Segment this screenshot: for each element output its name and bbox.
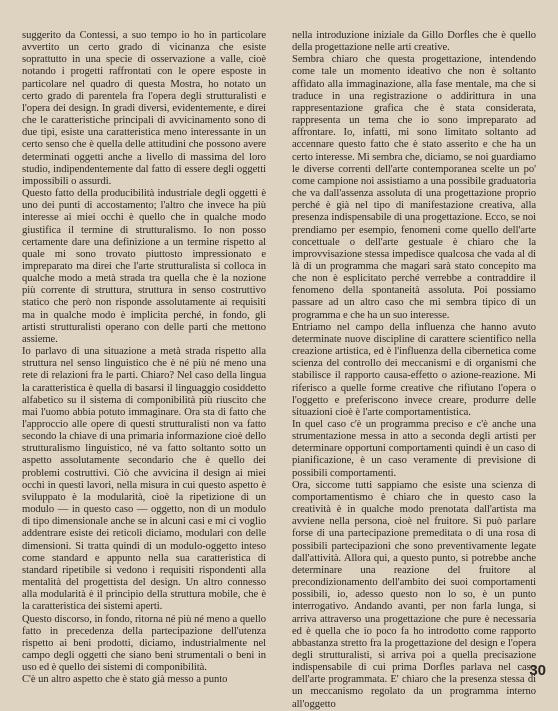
paragraph: In quel caso c'è un programma preciso e c'è anche una strumentazione messa in atto a seconda degli artisti per determinare opportuni comportamenti quindi è un caso di pianificazione, è un caso veramente di previsione di possibili comportamenti. bbox=[292, 419, 536, 479]
paragraph: Ora, siccome tutti sappiamo che esiste una scienza di comportamentismo è chiaro che in questo caso la creatività è in qualche modo prenotata dall'artista ma avviene nella persona, cioè nel fruitore. Si può parlare forse di una partecipazione premeditata o di una rosa di possibili partecipazioni che sono preventivamente legate dall'attività. Allora qui, a questo punto, si potrebbe anche determinare una reazione del fruitore al precondizionamento dell'ambito dei suoi comportamenti possibili, io, adesso questo non lo so, è un punto interrogativo. Andando avanti, per non farla lunga, si arriva attraverso una progettazione che pure è necessaria ed è quella che io poco fa ho introdotto come rapporto abbastanza stretto fra la progettazione del design e l'opera degli strutturalisti, si arriva poi a quella precisazione indispensabile di cui prima Dorfles parlava nel caso dell'arte programmata. E' chiaro che la presenza stessa di un meccanismo regolato da un programma interno all'oggetto bbox=[292, 479, 536, 710]
paragraph: Questo discorso, in fondo, ritorna né più né meno a quello fatto in precedenza della partecipazione dell'utenza rispetto ai beni prodotti, diciamo, industrialmente nel campo degli oggetti che siano beni strumentali o beni in uso ed è quello dei sistemi di componibilità. bbox=[22, 613, 266, 674]
paragraph: suggerito da Contessi, a suo tempo io ho in particolare avvertito un certo grado di vicinanza che esiste soprattutto in una specie di osservazione a valle, cioè notando i progetti raffrontati con le opere esposte in particolare nel quadro di questa Mostra, ho notato un certo grado di parentela fra l'opera degli strutturalisti e l'opera dei design. In gradi diversi, evidentemente, e direi che le caratteristiche principali di avvicinamento sono di due tipi, esiste una caratteristica meno interessante in un certo senso che è quella delle attitudini che possono avere determinati oggetti anche a livello di massima del loro studio, indipendentemente dal fatto di essere degli oggetti impossibili o assurdi. bbox=[22, 30, 266, 187]
paragraph: Entriamo nel campo della influenza che hanno avuto determinate nuove discipline di carattere scientifico nella creazione artistica, ed è l'influenza della cibernetica come scienza del controllo dei meccanismi e di organismi che stabilisce il rapporto causa-effetto o azione-reazione. Mi riferisco a quelle forme creative che rifiutano l'opera o l'oggetto e preferiscono invece creare, produrre delle situazioni cioè è l'arte comportamentistica. bbox=[292, 321, 536, 418]
paragraph: C'è un altro aspetto che è stato già messo a punto bbox=[22, 674, 228, 686]
page-number: 30 bbox=[529, 662, 546, 679]
paragraph: Questo fatto della producibilità industriale degli oggetti è uno dei punti di accostamento; l'altro che invece ha più interesse ai miei occhi è quello che in qualche modo giustifica il termine di strutturalismo. Io non posso certamente dare una definizione a un termine rispetto al quale mi sono trovato piuttosto impressionato e impreparato ma direi che l'arte strutturalista si colloca in qualche modo a metà strada tra quella che è la nozione più corrente di struttura, struttura in senso costruttivo statico che però non risponde assolutamente ai requisiti ma in qualche modo è implicita perché, in fondo, gli artisti strutturalisti operano con delle parti che mettono assieme. bbox=[22, 188, 266, 345]
paragraph: Io parlavo di una situazione a metà strada rispetto alla struttura nel senso linguistico che è né più né meno una rete di relazioni fra le parti. Chiaro? Nel caso della lingua la caratteristica è quella di basarsi il linguaggio cosiddetto alfabetico su il sistema di componibilità più riuscito che mai l'uomo abbia potuto immaginare. Ora sta di fatto che l'approccio alle opere di questi strutturalisti non va fatto secondo la chiave di una primaria informazione cioè dello strutturalismo linguistico, né va fatto soltanto sotto un aspetto assolutamente secondario che è quello dei problemi costruttivi. Ciò che avvicina il design ai miei occhi in questi lavori, nella misura in cui questo aspetto è sviluppato è la modularità, cioè la ripetizione di un modulo — in questo caso — oggetto, non di un modulo di tipo dimensionale anche se in alcuni casi e mi ci voglio addentrare esiste dei reticoli diciamo, modulari con delle dimensioni. Si tratta quindi di un modulo-oggetto inteso come standard e appunto nella sua caratteristica di standard ripetibile si vedono i requisiti rispondenti alla mentalità del progettista del design. Un altro connesso alla modularità è il principio della struttura mobile, che è la caratteristica dei sistemi aperti. bbox=[22, 346, 266, 613]
right-text-column bbox=[292, 30, 536, 711]
left-text-column bbox=[22, 30, 266, 686]
paragraph: nella introduzione iniziale da Gillo Dorfles che è quello della progettazione nelle arti creative. bbox=[292, 30, 536, 54]
paragraph: Sembra chiaro che questa progettazione, intendendo come tale un momento ideativo che non è soltanto affidato alla immaginazione, alla fase mentale, ma che si traduce in una registrazione o addirittura in una rappresentazione grafica che è stata considerata, rappresenta un tema che io sono impreparato ad affrontare. Io, infatti, mi sono limitato soltanto ad accennare questo fatto che è stato asserito e che ha un certo interesse. Mi sembra che, diciamo, se noi guardiamo le diverse correnti dell'arte contemporanea scelte un po' come campione noi assistiamo a una possibile graduatoria che va dall'assenza assoluta di una progettazione proprio perché è già nel tipo di manifestazione creativa, alla presenza indispensabile di una progettazione. Ecco, se noi prendiamo per esempio, fenomeni come quello dell'arte concettuale o dell'arte gestuale è chiaro che la improvvisazione stessa impedisce qualcosa che vada al di là di un programma che magari sarà stato concepito ma che non è esplicitato perché verrebbe a contraddire il fenomeno della spontaneità assoluta. Poi possiamo passare ad un altro caso che mi sembra tipico di un programma e che ha un suo interesse. bbox=[292, 54, 536, 321]
